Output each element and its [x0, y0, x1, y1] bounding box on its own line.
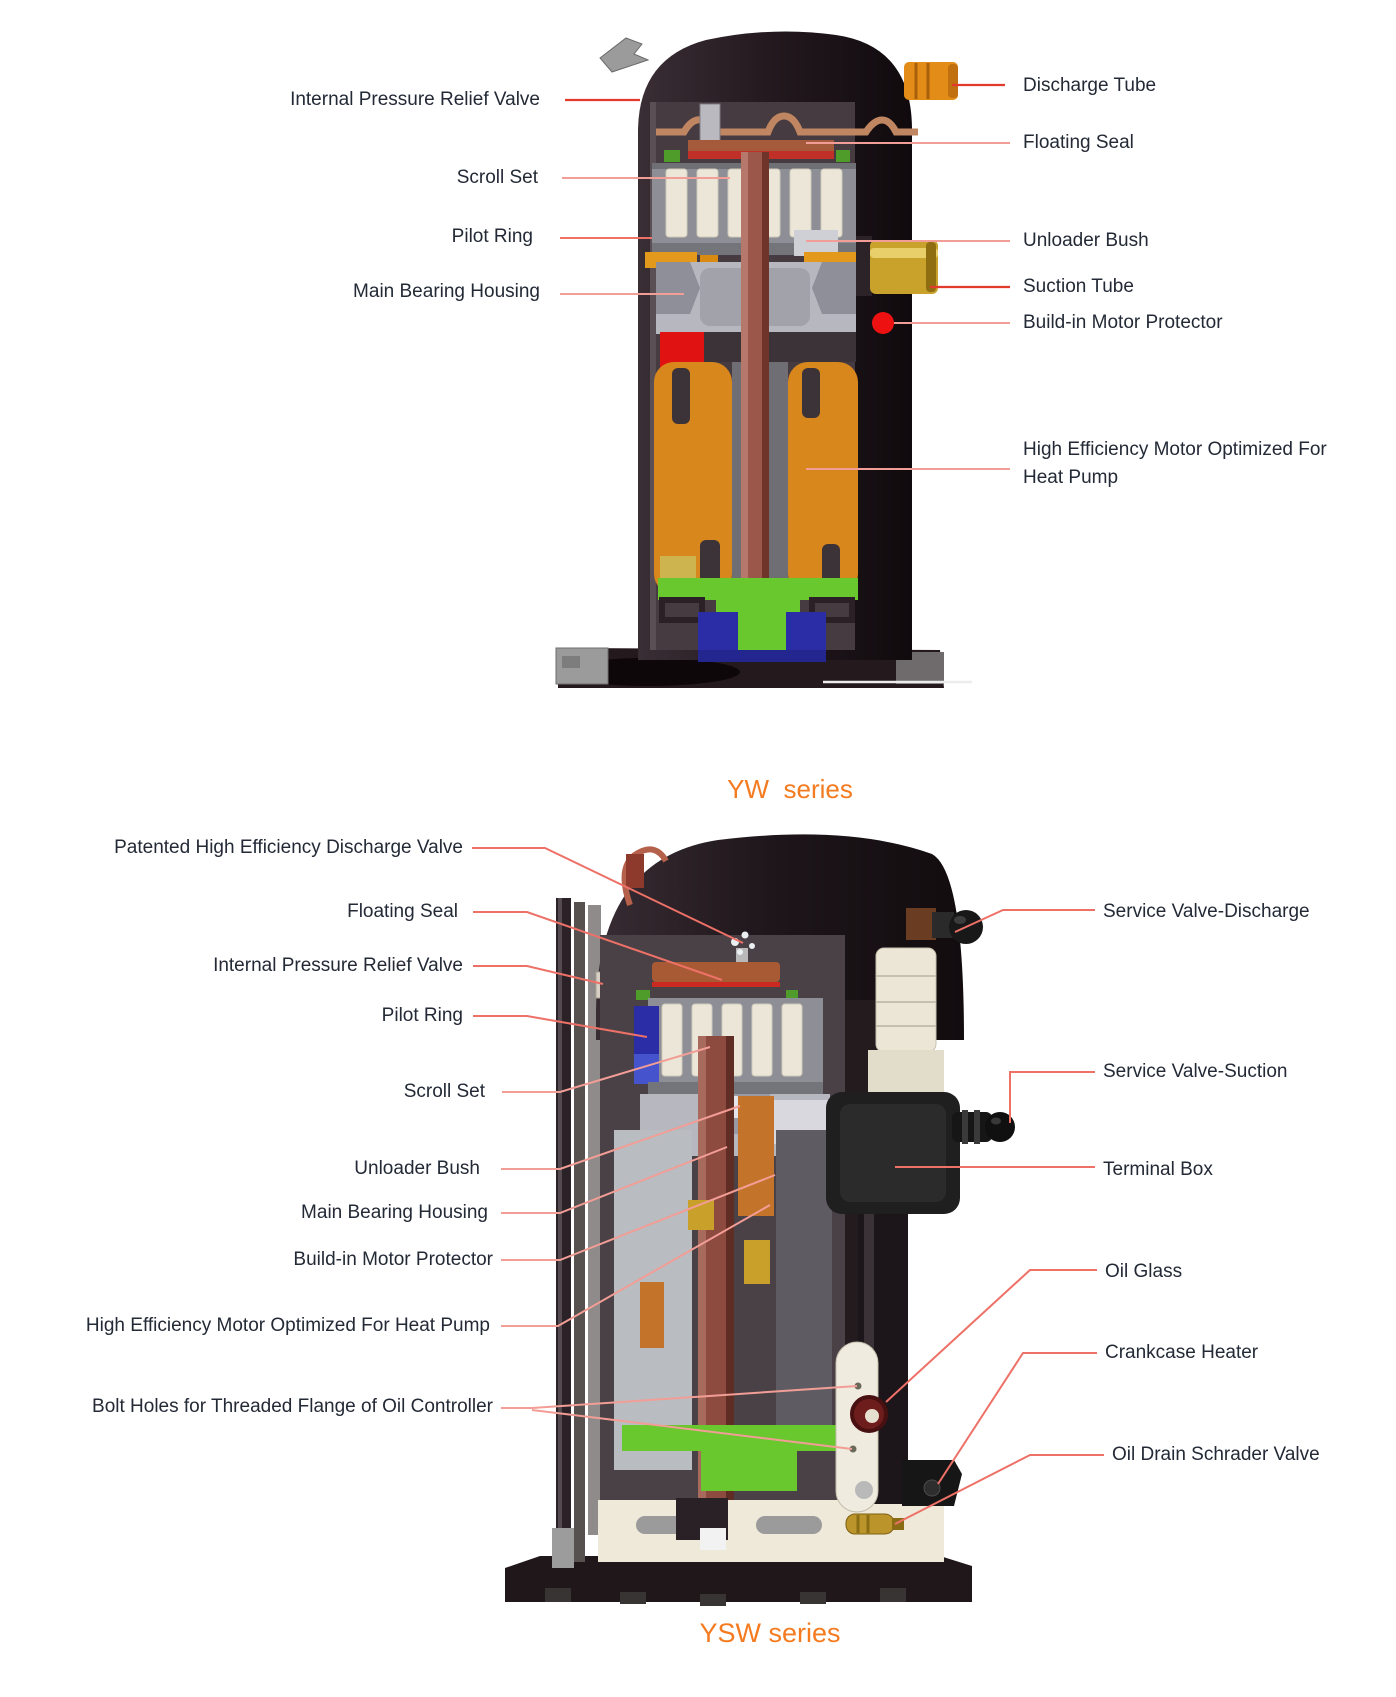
label-ysw-oil-glass: Oil Glass	[1105, 1261, 1183, 1282]
label-ysw-oil-drain-schrader-valve: Oil Drain Schrader Valve	[1112, 1444, 1320, 1465]
ysw-base	[505, 1556, 972, 1606]
yw-lifting-lug	[600, 38, 648, 72]
label-yw-high-efficiency-motor: High Efficiency Motor Optimized For Heat Pump	[1023, 439, 1327, 488]
label-yw-main-bearing-housing: Main Bearing Housing	[353, 281, 540, 302]
label-yw-discharge-tube: Discharge Tube	[1023, 75, 1157, 96]
label-ysw-high-efficiency-motor: High Efficiency Motor Optimized For Heat Pump	[85, 1315, 490, 1336]
label-ysw-scroll-set: Scroll Set	[403, 1081, 485, 1102]
label-yw-floating-seal: Floating Seal	[1023, 132, 1134, 153]
yw-motor-protector-dot	[872, 312, 894, 334]
label-ysw-floating-seal: Floating Seal	[347, 901, 458, 922]
yw-discharge-tube-part	[904, 62, 958, 100]
label-yw-unloader-bush: Unloader Bush	[1023, 230, 1149, 251]
leader-line-ysw-oil-glass	[886, 1270, 1097, 1402]
label-yw-suction-tube: Suction Tube	[1023, 276, 1134, 297]
ysw-pilot-ring-part	[634, 1006, 659, 1084]
ysw-left-pipes	[552, 898, 601, 1568]
label-ysw-service-valve-suction: Service Valve-Suction	[1103, 1061, 1288, 1082]
label-yw-pilot-ring: Pilot Ring	[451, 226, 533, 247]
label-ysw-pilot-ring: Pilot Ring	[381, 1005, 463, 1026]
ysw-terminal-box-part	[826, 1092, 1015, 1214]
label-ysw-patented-discharge-valve: Patented High Efficiency Discharge Valve	[114, 837, 463, 858]
label-ysw-internal-pressure-relief-valve: Internal Pressure Relief Valve	[213, 955, 463, 976]
ysw-compressor-illustration	[505, 834, 1015, 1606]
yw-compressor-illustration	[556, 31, 972, 688]
label-ysw-main-bearing-housing: Main Bearing Housing	[301, 1202, 488, 1223]
yw-series-caption: YW series	[727, 774, 853, 804]
label-ysw-unloader-bush: Unloader Bush	[354, 1158, 480, 1179]
label-ysw-terminal-box: Terminal Box	[1103, 1159, 1213, 1180]
label-ysw-crankcase-heater: Crankcase Heater	[1105, 1342, 1259, 1363]
label-yw-internal-pressure-relief-valve: Internal Pressure Relief Valve	[290, 89, 540, 110]
label-yw-scroll-set: Scroll Set	[456, 167, 538, 188]
label-yw-build-in-motor-protector: Build-in Motor Protector	[1023, 312, 1223, 333]
label-ysw-service-valve-discharge: Service Valve-Discharge	[1103, 901, 1310, 922]
yw-suction-tube-part	[856, 236, 938, 296]
leader-line-ysw-crankcase-heater	[938, 1353, 1097, 1484]
ysw-scroll-set-part	[648, 998, 823, 1082]
ysw-series-caption: YSW series	[699, 1618, 841, 1648]
leader-line-ysw-sv-suction	[1010, 1072, 1095, 1123]
label-ysw-bolt-holes: Bolt Holes for Threaded Flange of Oil Controller	[92, 1396, 493, 1417]
ysw-service-tower	[868, 948, 944, 1094]
label-ysw-build-in-motor-protector: Build-in Motor Protector	[293, 1249, 493, 1270]
